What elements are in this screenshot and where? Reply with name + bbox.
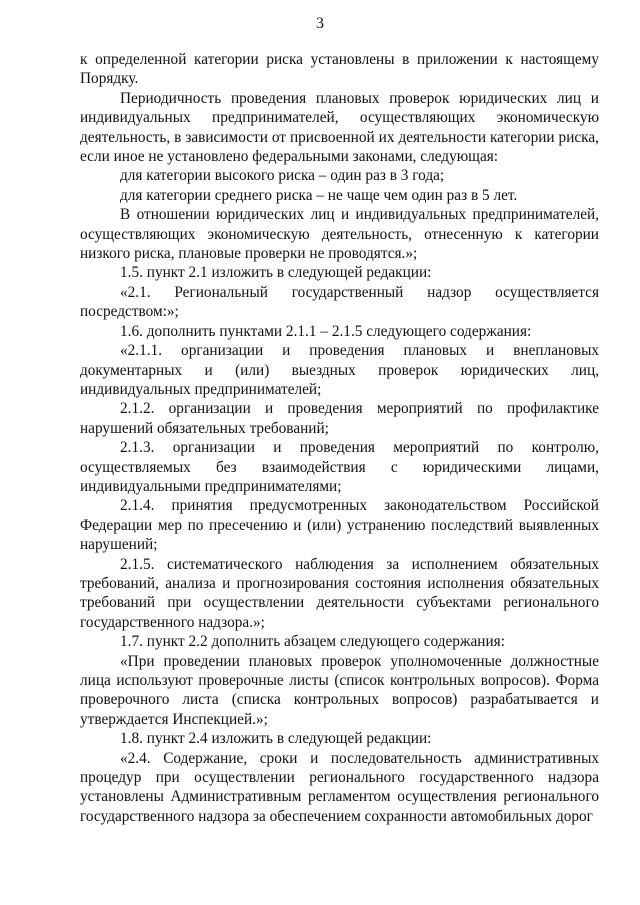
paragraph-9: «2.1.1. организации и проведения плановых и внеплановых документарных и (или) выездных проверок юридических лиц, индивидуальных предпринимателей; <box>80 342 599 398</box>
paragraph-5: В отношении юридических лиц и индивидуальных предпринимателей, осуществляющих экономическую деятельность, отнесенную к категории низкого риска, плановые проверки не проводятся.»; <box>80 206 599 263</box>
paragraph-13: 2.1.5. систематического наблюдения за исполнением обязательных требований, анализа и прогнозирования состояния исполнения обязательных требований при осуществлении деятельности субъектами регионального государственного надзора.»; <box>80 555 599 631</box>
paragraph-14: 1.7. пункт 2.2 дополнить абзацем следующего содержания: <box>120 633 505 651</box>
paragraph-11: 2.1.3. организации и проведения мероприятий по контролю, осуществляемых без взаимодействия с юридическими лицами, индивидуальными предпринимателями; <box>80 439 599 495</box>
paragraph-8: 1.6. дополнить пунктами 2.1.1 – 2.1.5 следующего содержания: <box>120 322 532 340</box>
paragraph-2: Периодичность проведения плановых проверок юридических лиц и индивидуальных предпринимателей, осуществляющих экономическую деятельность, в зависимости от присвоенной их деятельности категории риска, если иное не установлено федеральными законами, следующая: <box>80 89 599 166</box>
paragraph-15: «При проведении плановых проверок уполномоченные должностные лица используют проверочные листы (список контрольных вопросов). Форма проверочного листа (списка контрольных вопросов) разрабатывается и утверждается Инспекцией.»; <box>80 652 599 728</box>
document-body <box>80 50 599 826</box>
paragraph-7: «2.1. Региональный государственный надзор осуществляется посредством:»; <box>80 283 599 321</box>
page-number: 3 <box>316 15 324 32</box>
paragraph-4: для категории среднего риска – не чаще чем один раз в 5 лет. <box>120 186 518 204</box>
paragraph-16: 1.8. пункт 2.4 изложить в следующей редакции: <box>120 730 432 748</box>
paragraph-3: для категории высокого риска – один раз в 3 года; <box>120 167 445 185</box>
paragraph-17: «2.4. Содержание, сроки и последовательность административных процедур при осуществлении регионального государственного надзора установлены Административным регламентом осуществления регионального государственного надзора за обеспечением сохранности автомобильных дорог <box>80 749 599 825</box>
paragraph-1: к определенной категории риска установлены в приложении к настоящему Порядку. <box>80 51 599 88</box>
paragraph-6: 1.5. пункт 2.1 изложить в следующей редакции: <box>120 264 432 282</box>
paragraph-10: 2.1.2. организации и проведения мероприятий по профилактике нарушений обязательных требований; <box>80 400 599 437</box>
paragraph-12: 2.1.4. принятия предусмотренных законодательством Российской Федерации мер по пресечению и (или) устранению последствий выявленных нарушений; <box>80 497 599 554</box>
